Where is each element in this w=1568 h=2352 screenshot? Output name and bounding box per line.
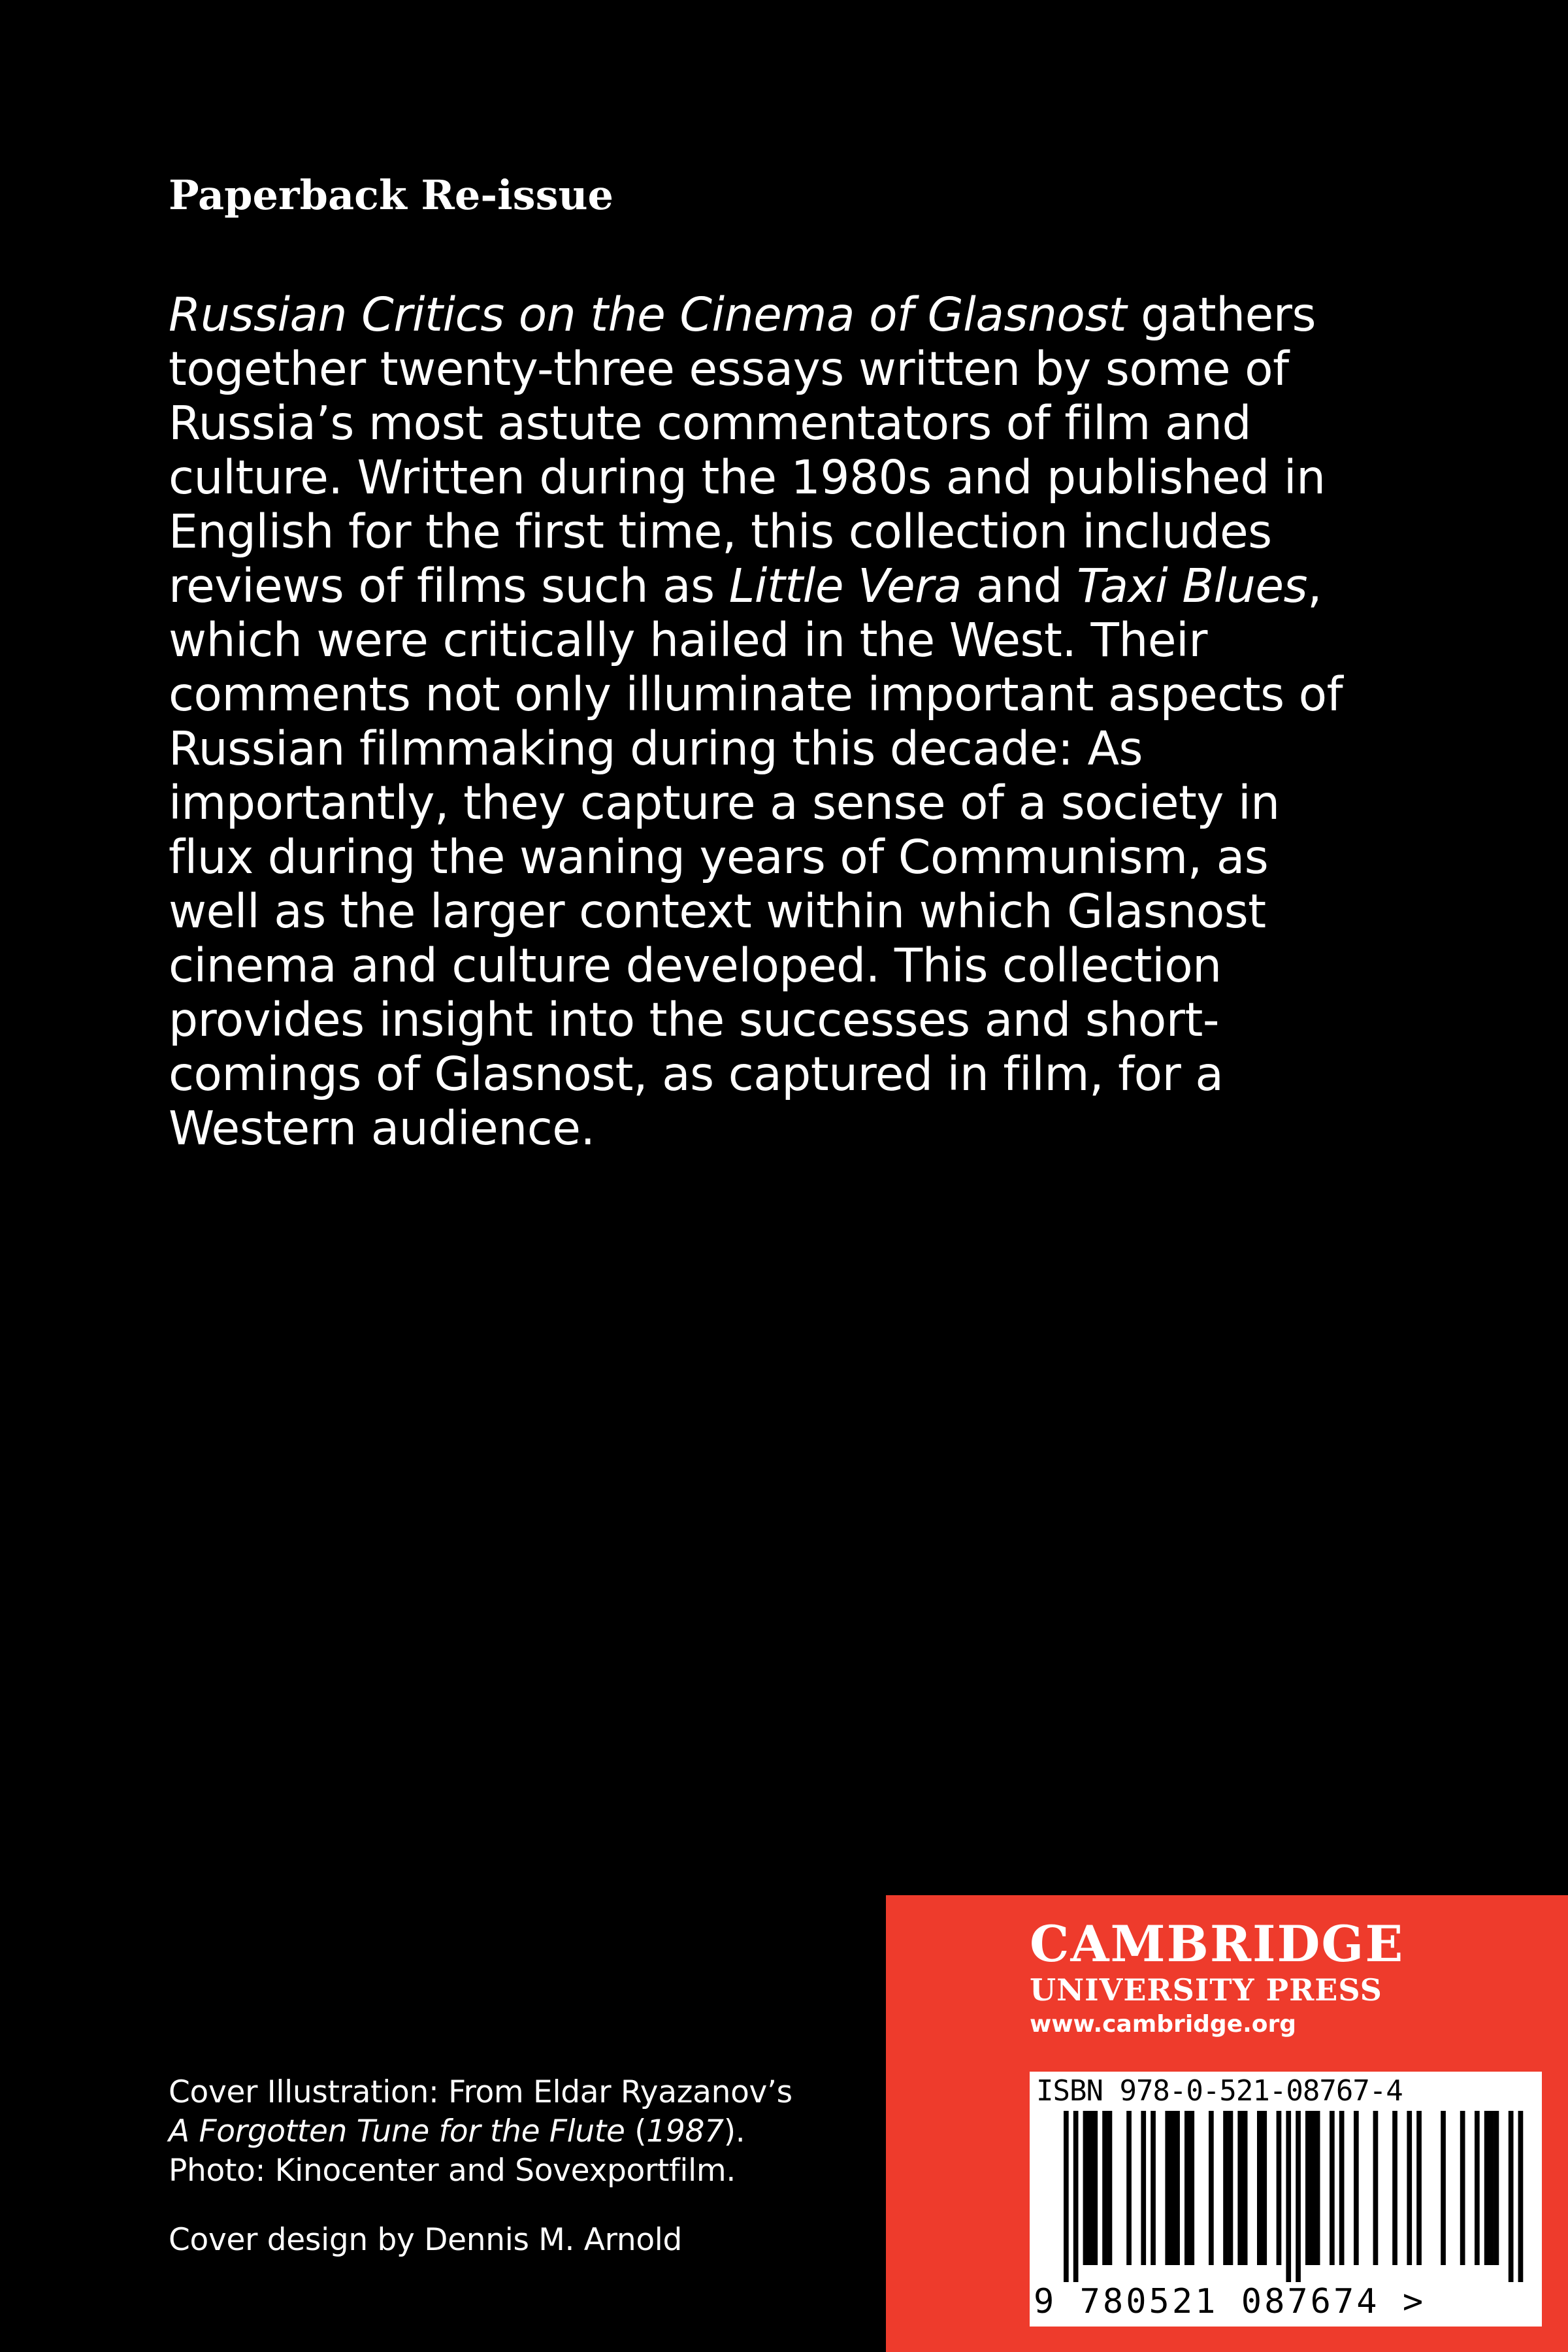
cover-designer: Cover design by Dennis M. Arnold [169, 2222, 683, 2258]
barcode-bar [1489, 2111, 1494, 2265]
barcode-box [1030, 2072, 1542, 2327]
barcode-bar [1484, 2111, 1490, 2265]
blurb-line [169, 342, 1449, 396]
text-run: cinema and culture developed. This collection [169, 938, 1222, 993]
text-run: comings of Glasnost, as captured in film, for a [169, 1047, 1224, 1101]
blurb-line [169, 776, 1449, 830]
barcode-bar [1209, 2111, 1214, 2265]
barcode-bar [1460, 2111, 1465, 2265]
text-run: 1987 [646, 2113, 724, 2149]
publisher-logo [1030, 1917, 1546, 2040]
credit-line [169, 2112, 894, 2151]
barcode-bar [1315, 2111, 1320, 2265]
barcode-bar [1228, 2111, 1233, 2265]
barcode-bar [1305, 2111, 1311, 2265]
barcode-bar [1286, 2111, 1291, 2282]
barcode-bar [1092, 2111, 1098, 2265]
text-run: well as the larger context within which Glasnost [169, 884, 1266, 938]
text-run: A Forgotten Tune for the Flute [169, 2113, 625, 2149]
text-run: Western audience. [169, 1101, 595, 1155]
text-run: Russian Critics on the Cinema of Glasnost [169, 288, 1127, 342]
barcode-bar [1330, 2111, 1335, 2265]
barcode-bar [1102, 2111, 1107, 2265]
text-run: culture. Written during the 1980s and published in [169, 450, 1326, 505]
barcode-bar [1416, 2111, 1422, 2265]
credit-line [169, 2151, 894, 2191]
barcode-bar [1441, 2111, 1446, 2265]
blurb-line [169, 288, 1449, 342]
barcode-bar [1223, 2111, 1228, 2265]
heading: Paperback Re-issue [169, 171, 614, 219]
barcode-bar [1354, 2111, 1359, 2265]
barcode-bar [1494, 2111, 1499, 2265]
barcode-bar [1165, 2111, 1170, 2265]
barcode-bar [1175, 2111, 1180, 2265]
text-run: Photo: Kinocenter and Sovexportfilm. [169, 2153, 736, 2189]
text-run: Taxi Blues [1077, 559, 1307, 613]
blurb-line [169, 559, 1449, 613]
credit-line [169, 2073, 894, 2112]
text-run: Cover Illustration: From Eldar Ryazanov’s [169, 2074, 792, 2110]
blurb-line [169, 396, 1449, 450]
text-run: Russia’s most astute commentators of film and [169, 396, 1252, 450]
barcode-bar [1407, 2111, 1412, 2265]
barcode-bar [1064, 2111, 1069, 2282]
text-run: importantly, they capture a sense of a society in [169, 776, 1280, 830]
blurb-line [169, 450, 1449, 505]
text-run: reviews of films such as [169, 559, 729, 613]
barcode-bar [1141, 2111, 1146, 2265]
text-run: Little Vera [728, 559, 962, 613]
barcode-bar [1237, 2111, 1243, 2265]
barcode-bar [1073, 2111, 1079, 2282]
cover-credits [169, 2073, 894, 2191]
blurb-line [169, 1101, 1449, 1155]
text-run: ). [723, 2113, 745, 2149]
barcode-bar [1088, 2111, 1093, 2265]
blurb-line [169, 505, 1449, 559]
isbn-label: ISBN 978-0-521-08767-4 [1036, 2074, 1403, 2108]
blurb-line [169, 613, 1449, 667]
text-run: together twenty-three essays written by some of [169, 342, 1289, 396]
text-run: provides insight into the successes and short- [169, 993, 1219, 1047]
barcode-bar [1257, 2111, 1262, 2265]
publisher-subname: UNIVERSITY PRESS [1030, 1972, 1382, 2008]
barcode-bar [1151, 2111, 1156, 2265]
blurb [169, 288, 1449, 1155]
text-run: , [1307, 559, 1322, 613]
text-run: English for the first time, this collection includes [169, 505, 1272, 559]
barcode-bar [1262, 2111, 1267, 2265]
barcode [1037, 2111, 1534, 2282]
text-run: comments not only illuminate important aspects of [169, 667, 1343, 721]
barcode-bar [1518, 2111, 1524, 2282]
publisher-url: www.cambridge.org [1030, 2011, 1297, 2038]
barcode-bar [1373, 2111, 1379, 2265]
barcode-bar [1310, 2111, 1315, 2265]
text-run: flux during the waning years of Communism, as [169, 830, 1269, 884]
barcode-bar [1083, 2111, 1088, 2265]
barcode-bar [1170, 2111, 1175, 2265]
text-run: which were critically hailed in the West. Their [169, 613, 1207, 667]
barcode-bar [1392, 2111, 1397, 2265]
text-run: Russian filmmaking during this decade: As [169, 721, 1143, 776]
publisher-name: CAMBRIDGE [1030, 1915, 1405, 1973]
barcode-bar [1296, 2111, 1301, 2282]
blurb-line [169, 884, 1449, 938]
blurb-line [169, 1047, 1449, 1101]
barcode-bar [1475, 2111, 1480, 2265]
text-run: ( [625, 2113, 647, 2149]
ean-digits: 9 780521 087674 > [1034, 2282, 1426, 2321]
blurb-line [169, 993, 1449, 1047]
blurb-line [169, 667, 1449, 721]
blurb-line [169, 830, 1449, 884]
blurb-line [169, 721, 1449, 776]
text-run: gathers [1126, 288, 1316, 342]
barcode-bar [1243, 2111, 1248, 2265]
barcode-bar [1509, 2111, 1514, 2282]
barcode-bar [1184, 2111, 1190, 2265]
barcode-bar [1277, 2111, 1282, 2265]
barcode-bar [1107, 2111, 1113, 2265]
barcode-bar [1126, 2111, 1132, 2265]
barcode-bar [1339, 2111, 1345, 2265]
text-run: and [961, 559, 1077, 613]
barcode-bar [1189, 2111, 1194, 2265]
publisher-panel [886, 1895, 1568, 2352]
blurb-line [169, 938, 1449, 993]
